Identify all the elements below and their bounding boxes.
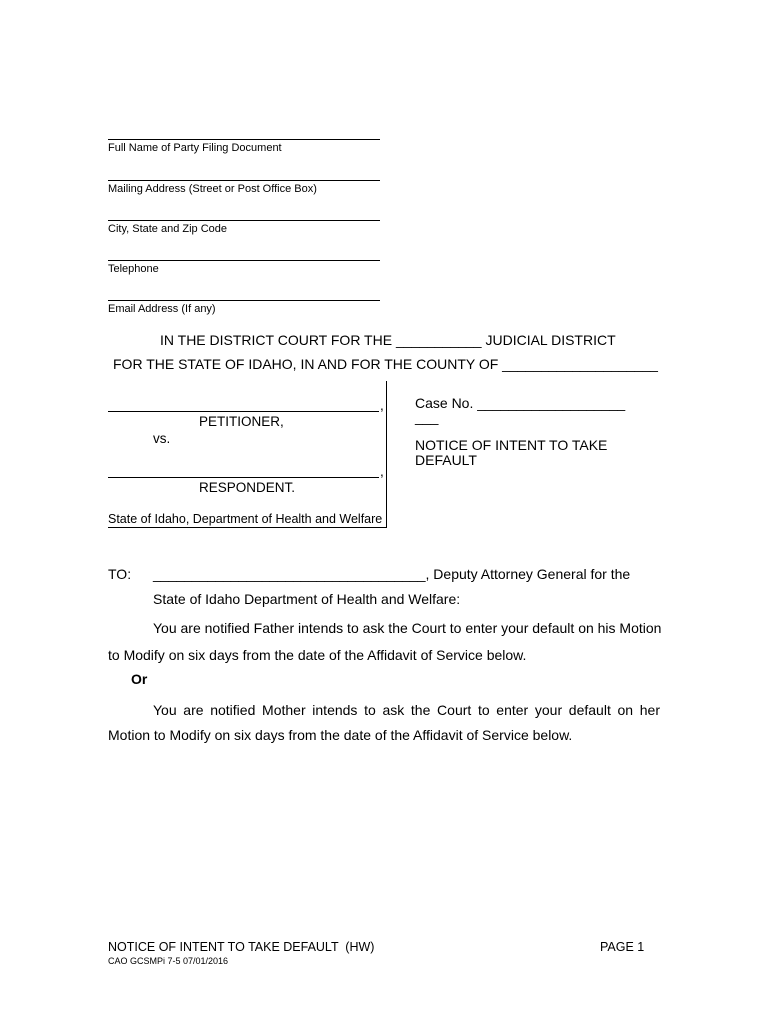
- vs-label: vs.: [153, 431, 171, 446]
- court-heading-line2: FOR THE STATE OF IDAHO, IN AND FOR THE COUNTY OF ____________________: [113, 356, 658, 372]
- email-line: [108, 300, 380, 301]
- email-label: Email Address (If any): [108, 303, 216, 315]
- case-number-continuation: ___: [415, 409, 439, 425]
- name-line: [108, 139, 380, 140]
- petitioner-label: PETITIONER,: [199, 414, 284, 429]
- address-line: [108, 180, 380, 181]
- mailing-address-label: Mailing Address (Street or Post Office Box): [108, 183, 317, 195]
- document-title-line2: DEFAULT: [415, 452, 477, 468]
- page-number: PAGE 1: [600, 940, 645, 954]
- footer-title: NOTICE OF INTENT TO TAKE DEFAULT (HW): [108, 940, 375, 954]
- city-line: [108, 220, 380, 221]
- respondent-comma: ,: [380, 464, 384, 479]
- form-code: CAO GCSMPi 7-5 07/01/2016: [108, 956, 229, 966]
- or-label: Or: [131, 671, 148, 687]
- to-label: TO:: [108, 566, 132, 582]
- agency-label: State of Idaho, Department of Health and Welfare: [108, 512, 383, 526]
- case-number: Case No. ___________________: [415, 395, 626, 411]
- to-recipient-line: ___________________________________, Deputy Attorney General for the: [153, 566, 631, 582]
- city-state-zip-label: City, State and Zip Code: [108, 223, 228, 235]
- respondent-label: RESPONDENT.: [199, 480, 296, 495]
- father-paragraph-line2: to Modify on six days from the date of the Affidavit of Service below.: [108, 647, 527, 663]
- petitioner-line: [108, 411, 379, 412]
- father-paragraph-line1: You are notified Father intends to ask the Court to enter your default on his Motion: [153, 620, 662, 636]
- to-recipient-line2: State of Idaho Department of Health and Welfare:: [153, 591, 461, 607]
- telephone-line: [108, 260, 380, 261]
- agency-underline: [108, 527, 387, 528]
- telephone-label: Telephone: [108, 263, 159, 275]
- mother-paragraph-line2: Motion to Modify on six days from the date of the Affidavit of Service below.: [108, 727, 573, 743]
- caption-divider: [386, 381, 387, 527]
- respondent-line: [108, 477, 379, 478]
- petitioner-comma: ,: [380, 398, 384, 413]
- court-heading-line1: IN THE DISTRICT COURT FOR THE ___________ JUDICIAL DISTRICT: [160, 332, 616, 348]
- full-name-label: Full Name of Party Filing Document: [108, 142, 282, 154]
- mother-paragraph-line1: You are notified Mother intends to ask the Court to enter your default on her: [153, 702, 660, 718]
- document-title-line1: NOTICE OF INTENT TO TAKE: [415, 437, 608, 453]
